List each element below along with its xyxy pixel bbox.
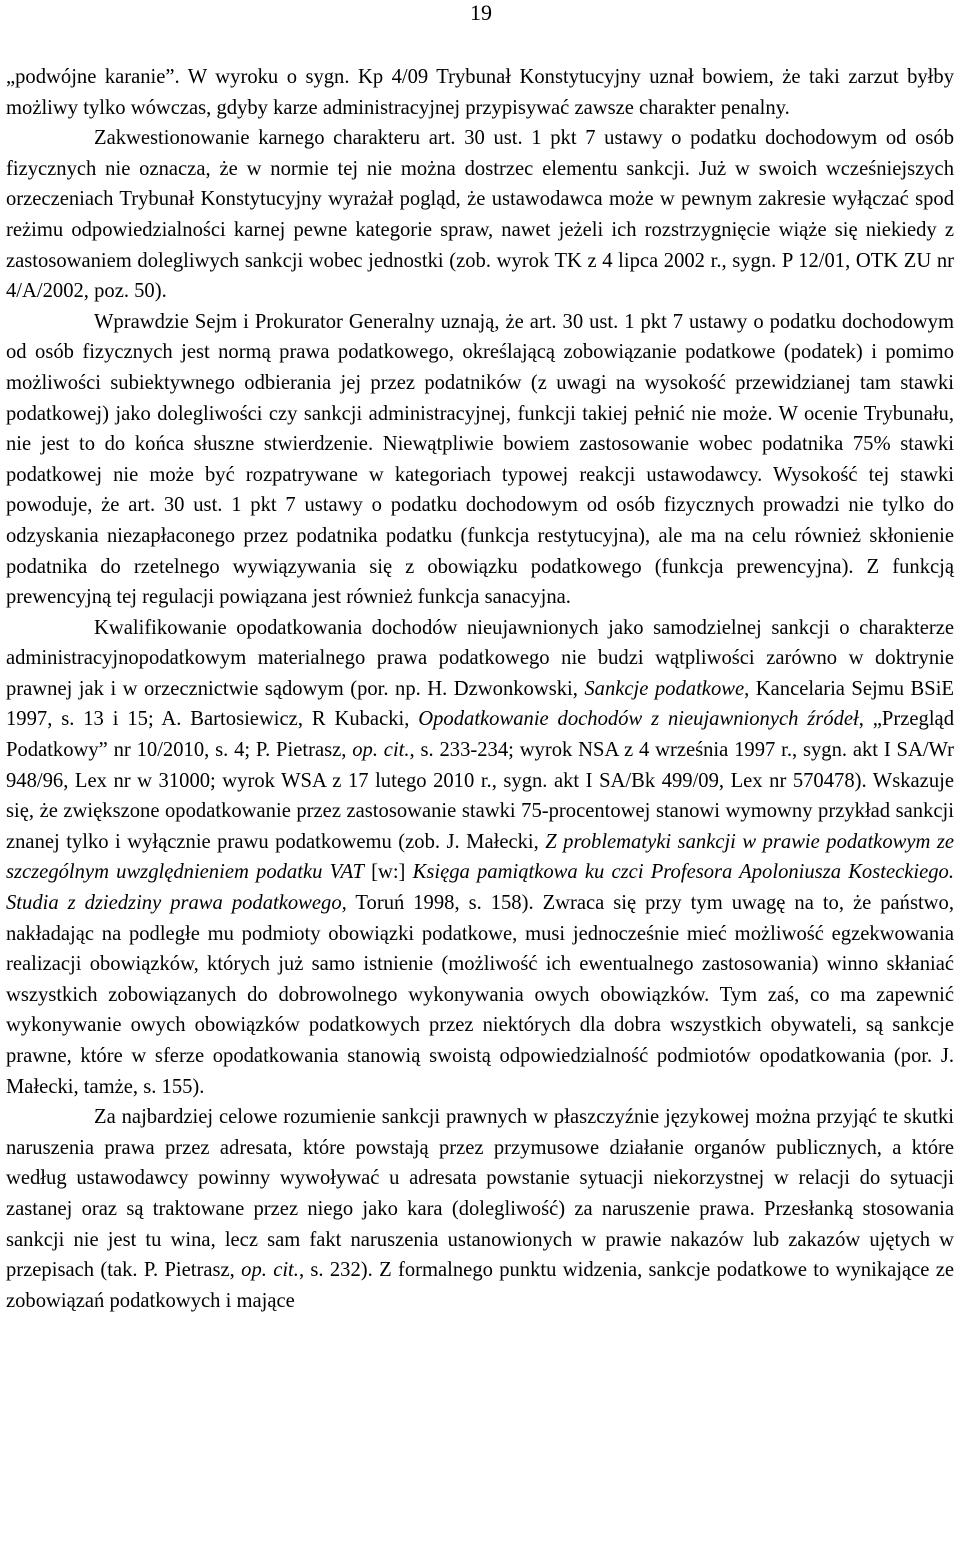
italic-citation: op. cit. [241, 1259, 299, 1282]
page-number: 19 [470, 0, 492, 25]
text-run: , „Przegląd Podatkowy” nr 10/2010, s. 4; P. Pietrasz, [6, 708, 954, 762]
text-run: , Kancelaria Sejmu BSiE 1997, s. 13 i 15; A. Bartosiewicz, R Kubacki, [6, 677, 955, 731]
italic-citation: Z problematyki sankcji w prawie podatkowym ze szczególnym uwzględnieniem podatku VAT [6, 830, 955, 884]
body-text [6, 62, 954, 1316]
italic-citation: Opodatkowanie dochodów z nieujawnionych źródeł [418, 708, 859, 731]
italic-citation: Księga pamiątkowa ku czci Profesora Apoloniusza Kosteckiego. Studia z dziedziny prawa podatkowego, [6, 861, 954, 915]
text-run: Wprawdzie Sejm i Prokurator Generalny uznają, że art. 30 ust. 1 pkt 7 ustawy o podatku dochodowym od osób fizycznych jest normą prawa podatkowego, określającą zobowiązanie podatkowe (podatek) i pomimo możliwości subiektywnego odbierania jej przez podatników (z uwagi na wysokość przewidzianej tam stawki podatkowej) jako dolegliwości czy sankcji administracyjnej, funkcji takiej pełnić nie może. W ocenie Trybunału, nie jest to do końca słuszne stwierdzenie. Niewątpliwie bowiem zastosowanie wobec podatnika 75% stawki podatkowej nie może być rozpatrywane w kategoriach typowej reakcji ustawodawcy. Wysokość tej stawki powoduje, że art. 30 ust. 1 pkt 7 ustawy o podatku dochodowym od osób fizycznych prowadzi nie tylko do odzyskania niezapłaconego przez podatnika podatku (funkcja restytucyjna), ale ma na celu również skłonienie podatnika do rzetelnego wywiązywania się z obowiązku podatkowego (funkcja prewencyjna). Z funkcją prewencyjną tej regulacji powiązana jest również funkcja sanacyjna. [6, 310, 954, 609]
text-run: Za najbardziej celowe rozumienie sankcji prawnych w płaszczyźnie językowej można przyjąć te skutki naruszenia prawa przez adresata, które powstają przez przymusowe działanie organów publicznych, a które według ustawodawcy powinny wywoływać u adresata powstanie sytuacji niekorzystnej w relacji do sytuacji zastanej oraz są traktowane przez niego jako kara (dolegliwość) za naruszenie prawa. Przesłanką stosowania sankcji nie jest tu wina, lecz sam fakt naruszenia ustanowionych w prawie nakazów lub zakazów ujętych w przepisach (tak. P. Pietrasz, [6, 1106, 954, 1282]
italic-citation: op. cit. [352, 739, 410, 762]
paragraph [6, 123, 954, 307]
paragraph [6, 307, 954, 613]
paragraph [6, 62, 954, 123]
text-run: Toruń 1998, s. 158). Zwraca się przy tym uwagę na to, że państwo, nakładając na podległe mu podmioty obowiązki podatkowe, musi jednocześnie mieć możliwość egzekwowania realizacji obowiązków, których już samo istnienie (możliwość ich ewentualnego zastosowania) winno skłaniać wszystkich zobowiązanych do dobrowolnego wykonywania owych obowiązków. Tym zaś, co ma zapewnić wykonywanie owych obowiązków podatkowych przez niektórych dla dobra wszystkich obywateli, są sankcje prawne, które w sferze opodatkowania stanowią swoistą odpowiedzialność podmiotów opodatkowania (por. J. Małecki, tamże, s. 155). [6, 892, 955, 1098]
text-run: , s. 233-234; wyrok NSA z 4 września 1997 r., sygn. akt I SA/Wr 948/96, Lex nr w 31000; wyrok WSA z 17 lutego 2010 r., sygn. akt I SA/Bk 499/09, Lex nr 570478). Wskazuje się, że zwiększone opodatkowanie przez zastosowanie stawki 75-procentowej stanowi wymowny przykład sankcji znanej tylko i wyłącznie prawu podatkowemu (zob. J. Małecki, [6, 739, 955, 853]
italic-citation: Sankcje podatkowe [584, 677, 745, 700]
paragraph [6, 1102, 954, 1316]
text-run: „podwójne karanie”. W wyroku o sygn. Kp 4/09 Trybunał Konstytucyjny uznał bowiem, że taki zarzut byłby możliwy tylko wówczas, gdyby karze administracyjnej przypisywać zawsze charakter penalny. [6, 66, 954, 119]
text-run: , s. 232). Z formalnego punktu widzenia, sankcje podatkowe to wynikające ze zobowiązań podatkowych i mające [6, 1259, 954, 1312]
text-run: [w:] [363, 861, 413, 884]
text-run: Zakwestionowanie karnego charakteru art. 30 ust. 1 pkt 7 ustawy o podatku dochodowym od osób fizycznych nie oznacza, że w normie tej nie można dostrzec elementu sankcji. Już w swoich wcześniejszych orzeczeniach Trybunał Konstytucyjny wyrażał pogląd, że ustawodawca może w pewnym zakresie wyłączać spod reżimu odpowiedzialności karnej pewne kategorie spraw, nawet jeżeli ich rozstrzygnięcie wiąże się niekiedy z zastosowaniem dolegliwych sankcji wobec jednostki (zob. wyrok TK z 4 lipca 2002 r., sygn. P 12/01, OTK ZU nr 4/A/2002, poz. 50). [6, 127, 954, 303]
paragraph [6, 613, 954, 1103]
text-run: Kwalifikowanie opodatkowania dochodów nieujawnionych jako samodzielnej sankcji o charakterze administracyjnopodatkowym materialnego prawa podatkowego nie budzi wątpliwości zarówno w doktrynie prawnej jak i w orzecznictwie sądowym (por. np. H. Dzwonkowski, [6, 616, 954, 700]
